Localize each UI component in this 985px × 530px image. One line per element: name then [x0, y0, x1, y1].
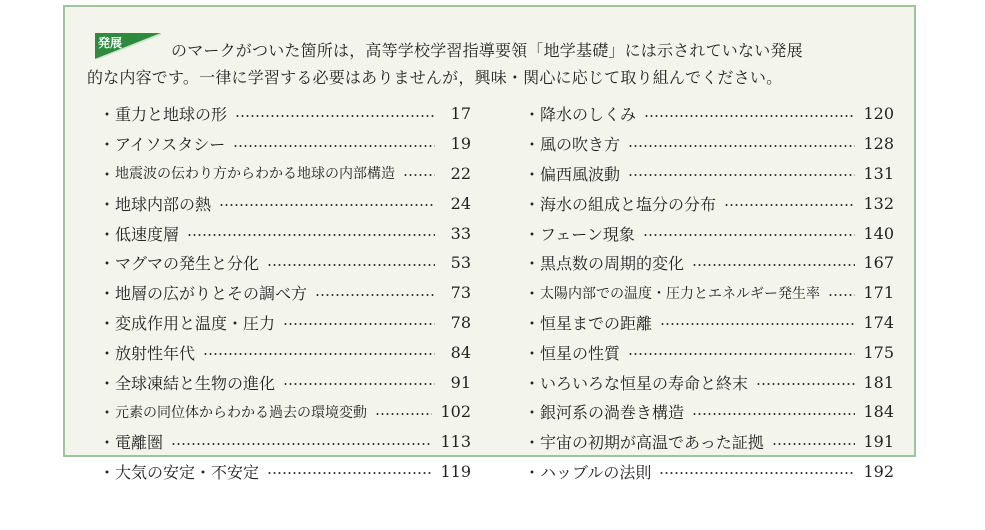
list-item: ・ 地層の広がりとその調べ方 73	[99, 283, 471, 304]
topic-list-left	[99, 99, 471, 486]
topic-label: 低速度層	[115, 224, 180, 244]
leader-dots	[235, 115, 435, 117]
page-number: 171	[863, 283, 894, 303]
page-number: 73	[450, 283, 471, 303]
list-item: ・ 銀河系の渦巻き構造 184	[524, 402, 894, 423]
topic-label: 銀河系の渦巻き構造	[540, 403, 685, 423]
page-number: 91	[450, 372, 471, 392]
page-number: 19	[450, 134, 471, 154]
topic-label: 風の吹き方	[540, 135, 621, 155]
leader-dots	[643, 234, 856, 236]
topic-label: 元素の同位体からわかる過去の環境変動	[115, 404, 367, 421]
list-item: ・ 低速度層 33	[99, 223, 471, 244]
list-item: ・ マグマの発生と分化 53	[99, 253, 471, 274]
list-item: ・ フェーン現象 140	[524, 223, 894, 244]
page-number: 22	[450, 163, 471, 183]
list-item: ・ 地震波の伝わり方からわかる地球の内部構造 22	[99, 163, 471, 184]
leader-dots	[403, 174, 435, 176]
list-item: ・ ハッブルの法則 192	[524, 461, 894, 482]
intro-line-1: のマークがついた箇所は，高等学校学習指導要領「地学基礎」には示されていない発展	[171, 41, 803, 60]
leader-dots	[233, 145, 435, 147]
page-number: 33	[450, 223, 471, 243]
topic-label: 地層の広がりとその調べ方	[115, 284, 308, 304]
topic-label: 海水の組成と塩分の分布	[540, 194, 717, 214]
topic-label: いろいろな恒星の寿命と終末	[540, 373, 749, 393]
topic-label: 偏西風波動	[540, 164, 621, 184]
list-item: ・ 偏西風波動 131	[524, 163, 894, 184]
leader-dots	[375, 413, 432, 415]
page-number: 132	[863, 193, 894, 213]
leader-dots	[644, 115, 855, 117]
topic-label: 恒星の性質	[540, 343, 621, 363]
topic-label: アイソスタシー	[115, 135, 226, 155]
page-number: 119	[440, 461, 471, 481]
leader-dots	[724, 204, 855, 206]
topic-label: 恒星までの距離	[540, 313, 653, 333]
list-item: ・ 重力と地球の形 17	[99, 104, 471, 125]
list-item: ・ 電離圏 113	[99, 432, 471, 453]
topic-label: 放射性年代	[115, 343, 196, 363]
leader-dots	[628, 353, 855, 355]
list-item: ・ 全球凍結と生物の進化 91	[99, 372, 471, 393]
page-number: 113	[440, 432, 471, 452]
page-number: 181	[863, 372, 894, 392]
list-item: ・ いろいろな恒星の寿命と終末 181	[524, 372, 894, 393]
leader-dots	[692, 413, 855, 415]
topic-label: ハッブルの法則	[540, 462, 652, 482]
list-item: ・ 恒星までの距離 174	[524, 312, 894, 333]
leader-dots	[187, 234, 435, 236]
list-item: ・ 風の吹き方 128	[524, 134, 894, 155]
topic-label: 宇宙の初期が高温であった証拠	[540, 433, 764, 453]
page-number: 128	[863, 134, 894, 154]
list-item: ・ 放射性年代 84	[99, 342, 471, 363]
badge-label: 発展	[98, 36, 123, 50]
topic-label: 地震波の伝わり方からわかる地球の内部構造	[115, 166, 395, 183]
leader-dots	[628, 145, 855, 147]
leader-dots	[692, 264, 855, 266]
leader-dots	[283, 383, 435, 385]
topic-label: 大気の安定・不安定	[115, 462, 260, 482]
leader-dots	[219, 204, 435, 206]
list-item: ・ 黒点数の周期的変化 167	[524, 253, 894, 274]
topic-label: 変成作用と温度・圧力	[115, 313, 276, 333]
leader-dots	[267, 264, 435, 266]
page-number: 102	[440, 402, 471, 422]
page-number: 131	[863, 163, 894, 183]
leader-dots	[828, 294, 855, 296]
list-item: ・ 太陽内部での温度・圧力とエネルギー発生率 171	[524, 283, 894, 304]
page-number: 17	[450, 104, 471, 124]
advanced-content-panel	[63, 5, 916, 482]
leader-dots	[660, 323, 855, 325]
topic-label: フェーン現象	[540, 224, 635, 244]
page-number: 84	[450, 342, 471, 362]
page-number: 140	[863, 223, 894, 243]
leader-dots	[283, 323, 435, 325]
leader-dots	[628, 174, 855, 176]
intro-line-2: 的な内容です。一律に学習する必要はありませんが，興味・関心に応じて取り組んでください。	[87, 68, 783, 87]
topic-label: マグマの発生と分化	[115, 254, 260, 274]
list-item: ・ 大気の安定・不安定 119	[99, 461, 471, 482]
page-number: 174	[863, 312, 894, 332]
page-number: 192	[863, 461, 894, 481]
page-number: 53	[450, 253, 471, 273]
list-item: ・ 降水のしくみ 120	[524, 104, 894, 125]
topic-label: 黒点数の周期的変化	[540, 254, 685, 274]
page-number: 167	[863, 253, 894, 273]
leader-dots	[171, 443, 432, 445]
list-item: ・ 元素の同位体からわかる過去の環境変動 102	[99, 402, 471, 423]
topic-label: 太陽内部での温度・圧力とエネルギー発生率	[540, 285, 820, 302]
page-number: 175	[863, 342, 894, 362]
page-number: 191	[863, 432, 894, 452]
page-number: 24	[450, 193, 471, 213]
leader-dots	[203, 353, 435, 355]
topic-label: 降水のしくみ	[540, 105, 637, 125]
list-item: ・ アイソスタシー 19	[99, 134, 471, 155]
leader-dots	[772, 443, 856, 445]
page-number: 78	[450, 312, 471, 332]
list-item: ・ 恒星の性質 175	[524, 342, 894, 363]
topic-label: 電離圏	[115, 433, 164, 453]
leader-dots	[756, 383, 855, 385]
list-item: ・ 地球内部の熱 24	[99, 193, 471, 214]
list-item: ・ 変成作用と温度・圧力 78	[99, 312, 471, 333]
topic-label: 全球凍結と生物の進化	[115, 373, 276, 393]
topic-label: 地球内部の熱	[115, 194, 212, 214]
intro-text	[87, 37, 907, 91]
list-item: ・ 海水の組成と塩分の分布 132	[524, 193, 894, 214]
topic-label: 重力と地球の形	[115, 105, 228, 125]
page-number: 120	[863, 104, 894, 124]
leader-dots	[659, 472, 855, 474]
list-item: ・ 宇宙の初期が高温であった証拠 191	[524, 432, 894, 453]
page-number: 184	[863, 402, 894, 422]
topic-list-right	[524, 99, 894, 486]
leader-dots	[315, 294, 435, 296]
leader-dots	[267, 472, 432, 474]
